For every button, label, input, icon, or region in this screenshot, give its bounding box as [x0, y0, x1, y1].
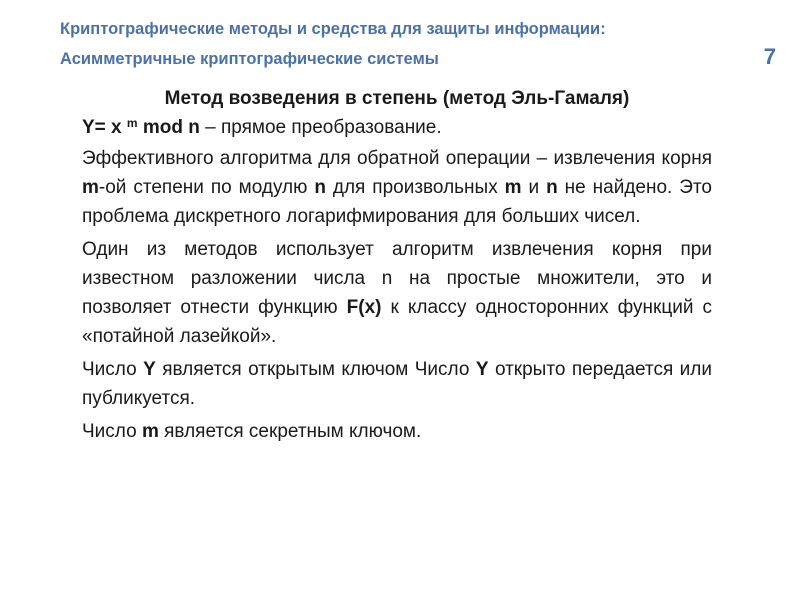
paragraph3-var-y-2: Y	[475, 359, 489, 380]
page-number: 7	[763, 44, 776, 69]
paragraph4-text-1: Число	[82, 421, 142, 442]
paragraph4-var-m: m	[141, 421, 159, 442]
paragraph1-text-3: для произвольных	[325, 177, 505, 198]
paragraph4-text-2: является секретным ключом.	[158, 421, 422, 442]
paragraph3-var-y-1: Y	[143, 359, 156, 380]
paragraph-inverse-operation	[82, 144, 712, 231]
paragraph1-text-2: -ой степени по модулю	[98, 177, 315, 198]
header-title-line-1: Криптографические методы и средства для защиты информации:	[60, 20, 606, 38]
paragraph3-text-2: является открытым ключом Число	[155, 359, 476, 380]
formula-line	[82, 113, 712, 142]
slide-header	[60, 14, 760, 74]
paragraph3-text-3: открыто передается или публикуется.	[82, 359, 712, 409]
paragraph-public-key	[82, 355, 712, 413]
paragraph1-text-5: не найдено. Это проблема дискретного логарифмирования для больших чисел.	[82, 177, 712, 227]
section-subtitle: Метод возведения в степень (метод Эль-Гамаля)	[164, 88, 630, 109]
paragraph2-text-2: к классу односторонних функций с «потайной лазейкой».	[82, 297, 712, 347]
paragraph2-text-1: Один из методов использует алгоритм извлечения корня при известном разложении числа n на простые множители, это и позволяет отнести функцию	[82, 239, 712, 318]
formula-lhs: Y= x	[82, 117, 127, 138]
formula-description: – прямое преобразование.	[199, 117, 442, 138]
header-title-line-2: Асимметричные криптографические системы	[60, 50, 439, 68]
paragraph3-text-1: Число	[82, 359, 144, 380]
paragraph1-var-n-2: n	[546, 177, 558, 198]
paragraph1-var-n-1: n	[314, 177, 326, 198]
paragraph-trapdoor	[82, 235, 712, 351]
paragraph1-text-4: и	[521, 177, 547, 198]
slide-body	[82, 84, 712, 450]
paragraph1-var-m-2: m	[504, 177, 522, 198]
paragraph1-var-m-1: m	[82, 177, 99, 198]
paragraph-secret-key	[82, 417, 712, 446]
paragraph2-function-fx: F(x)	[346, 297, 382, 318]
formula-rhs: mod n	[137, 117, 200, 138]
paragraph1-text-1: Эффективного алгоритма для обратной операции – извлечения корня	[82, 148, 712, 169]
formula-exponent: m	[126, 116, 138, 130]
